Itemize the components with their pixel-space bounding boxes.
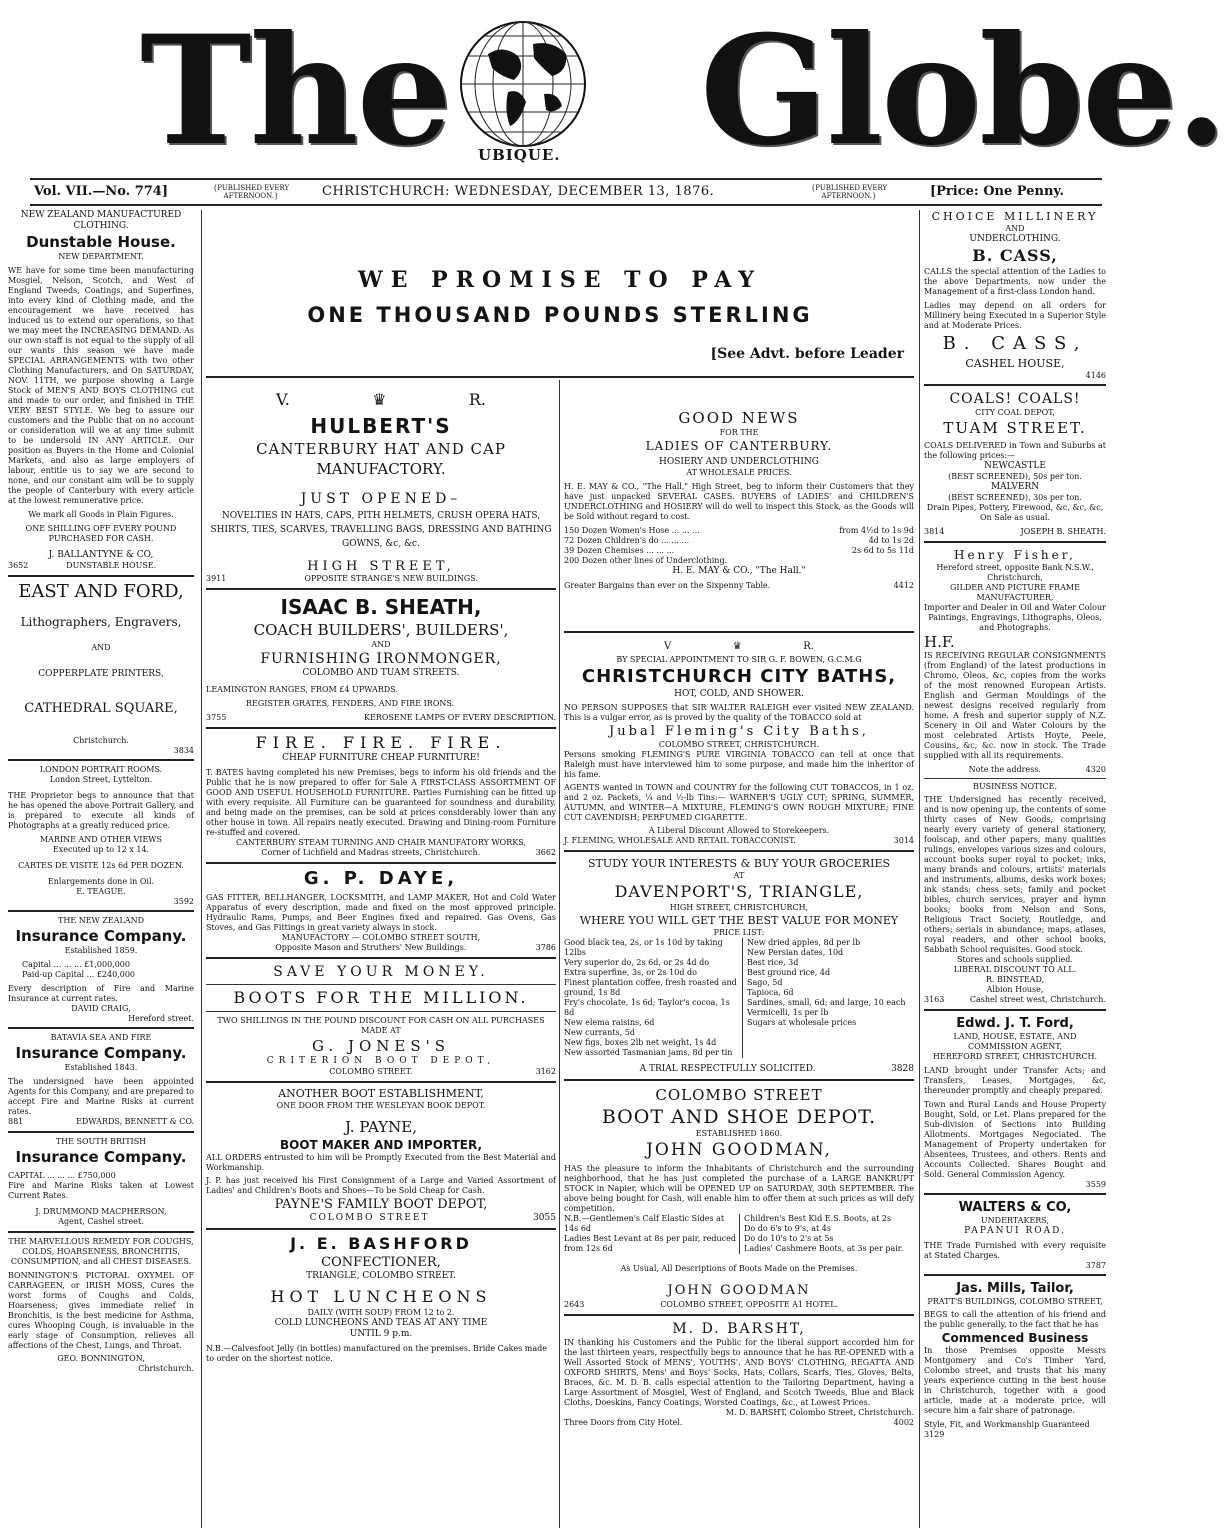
ad-firm: G. JONES'S xyxy=(311,1037,451,1055)
ad-line: COLOMBO STREET, CHRISTCHURCH. xyxy=(658,740,820,749)
ad-body: Drain Pipes, Pottery, Firewood, &c, &c, &c, On Sale as usual. xyxy=(926,503,1104,522)
ad-number: 3755 xyxy=(206,713,227,722)
royal-crest-icon: ♛ xyxy=(732,641,742,652)
price-list-left xyxy=(564,938,743,1058)
ad-line: PAYNE'S FAMILY BOOT DEPOT, xyxy=(274,1197,488,1212)
ad-city-baths xyxy=(564,637,914,846)
ad-body: GAS FITTER, BELLHANGER, LOCKSMITH, and LAMP MAKER, Hot and Cold Water Apparatus of every description, made and fixed on the most approved principle. Hydraulic Rams, Pumps, and Beer Engines fixed and repaired. Gas Ovens, Gas Stoves, and Gas Fittings in great variety always in stock. xyxy=(206,893,556,932)
price-item: Children's Best Kid E.S. Boots, at 2s xyxy=(744,1214,892,1223)
ad-title: Insurance Company. xyxy=(15,1148,187,1166)
ad-body: Persons smoking FLEMING'S PURE VIRGINIA TOBACCO can tell at once that Raleigh must have interviewed him to some purpose, and made him the inheritor of his fame. xyxy=(564,750,914,779)
ad-subheading: HOT, COLD, AND SHOWER. xyxy=(674,689,804,699)
ad-firm: J. BALLANTYNE & CO, xyxy=(48,550,154,560)
ad-line: MANUFACTORY — COLOMBO STREET SOUTH, xyxy=(281,933,481,942)
ad-line: Paid-up Capital ... £240,000 xyxy=(22,970,135,979)
ad-line: HIGH STREET, CHRISTCHURCH, xyxy=(669,903,809,912)
ad-body: In those Premises opposite Messrs Montgomery and Co's Timber Yard, Colombo street, and trusts that his many years experience cutting in the best house in Christchurch, together with a good article, made at a moderate price, will secure him a fair share of patronage. xyxy=(924,1346,1106,1415)
ad-title: COALS! COALS! xyxy=(949,391,1081,407)
ad-line: AND xyxy=(91,643,111,652)
ad-title: LONDON PORTRAIT ROOMS. xyxy=(39,765,163,774)
ad-line: PRICE LIST: xyxy=(713,928,765,937)
ad-line: LADIES OF CANTERBURY. xyxy=(645,439,833,453)
ad-number: 3652 xyxy=(8,561,29,570)
ad-number: 2643 xyxy=(564,1300,585,1309)
ad-henry-fisher xyxy=(924,547,1106,775)
ad-number: 3055 xyxy=(533,1213,556,1223)
ad-firm: M. D. BARSHT, Colombo Street, Christchurch. xyxy=(725,1408,914,1417)
ad-line: CARTES DE VISITE 12s 6d PER DOZEN. xyxy=(18,861,184,870)
ad-subheading: ONE DOOR FROM THE WESLEYAN BOOK DEPOT. xyxy=(276,1101,486,1110)
ad-subheading: London Street, Lyttelton. xyxy=(49,775,153,784)
ad-line: R. xyxy=(468,390,486,409)
price-item: Sago, 5d xyxy=(747,978,783,987)
ad-line: A TRIAL RESPECTFULLY SOLICITED. xyxy=(639,1064,816,1074)
masthead-the: The xyxy=(140,3,451,179)
ad-body: J. P. has just received his First Consignment of a Large and Varied Assortment of Ladies' and Children's Boots and Shoes—To be Sold Cheap for Cash. xyxy=(206,1176,556,1195)
price-item: N.B.—Gentlemen's Calf Elastic Sides at 14s 6d xyxy=(564,1214,725,1233)
ad-firm: JOHN GOODMAN xyxy=(667,1283,811,1298)
ad-line: CITY COAL DEPOT, xyxy=(975,408,1055,417)
price-item: Tapioca, 6d xyxy=(747,988,794,997)
ad-line: (BEST SCREENED), 30s per ton. xyxy=(948,493,1082,502)
price-item: Ladies Best Levant at 8s per pair, reduced from 12s 6d xyxy=(564,1234,737,1253)
ad-line: AND xyxy=(1005,224,1025,233)
ad-isaac-sheath xyxy=(206,594,556,723)
ad-body: THE Undersigned has recently received, and is now opening up, the contents of some thirty cases of New Goods, comprising nearly every variety of general stationery, foolscap, and other papers, many qualities rulings, envelopes various sizes and colours, account books super royal to pocket; inks, many brands and colours, artists' materials and instruments, albums, desks work boxes; ink stands; chess sets; family and pocket bibles, church services, prayer and hymn books; books from Nelson and Sons, Religious Tract Society, Routledge, and others; serials in abundance; maps, atlases, royal readers, and other school books, Sabbath School requisites. Good stock. xyxy=(924,795,1106,954)
ad-line: V. xyxy=(276,390,290,409)
ad-line: GILDER AND PICTURE FRAME MANUFACTURER, xyxy=(950,583,1080,602)
ad-subheading: TUAM STREET. xyxy=(943,419,1087,437)
ad-line: COACH BUILDERS', BUILDERS', xyxy=(253,621,509,639)
ad-line: MALVERN xyxy=(990,482,1040,492)
ad-body: CALLS the special attention of the Ladies to the above Departments, now under the Management of a first-class London hand. xyxy=(924,267,1106,296)
ad-body: The undersigned have been appointed Agents for this Company, and are prepared to accept Fire and Marine Risks at current rates. xyxy=(8,1077,194,1116)
column-rule-1 xyxy=(201,210,202,1528)
price-value: 4d to 1s 2d xyxy=(868,536,914,545)
ad-line: AT WHOLESALE PRICES. xyxy=(686,468,792,477)
ad-address: DUNSTABLE HOUSE. xyxy=(66,561,157,570)
ad-line: JUST OPENED– xyxy=(300,491,462,507)
ad-title: J. E. BASHFORD xyxy=(290,1234,472,1253)
ad-coal-depot xyxy=(924,390,1106,537)
ad-title: FIRE. FIRE. FIRE. xyxy=(255,733,507,752)
ad-line: FOR THE xyxy=(719,428,759,437)
publication-note-2: {PUBLISHED EVERY AFTERNOON.} xyxy=(810,184,888,200)
ad-line: Capital ... ... ... £1,000,000 xyxy=(22,960,130,969)
ad-address: Hereford street, opposite Bank N.S.W., Christchurch, xyxy=(936,563,1094,582)
masthead-motto: UBIQUE. xyxy=(478,146,561,164)
ad-heading: BATAVIA SEA AND FIRE xyxy=(50,1033,152,1042)
price-item: 39 Dozen Chemises ... ... ... xyxy=(564,546,675,555)
ad-body: COALS DELIVERED in Town and Suburbs at the following prices:— xyxy=(924,441,1106,460)
price-value: from 4½d to 1s 9d xyxy=(839,526,914,535)
ad-address: Hereford street. xyxy=(128,1014,194,1023)
ad-title: Henry Fisher, xyxy=(953,548,1076,562)
ad-line: MANUFACTORY. xyxy=(316,460,446,478)
ad-number: 3162 xyxy=(535,1067,556,1076)
promise-banner xyxy=(206,216,914,378)
ad-body: TWO SHILLINGS IN THE POUND DISCOUNT FOR CASH ON ALL PURCHASES MADE AT xyxy=(217,1016,545,1035)
ad-firm: CANTERBURY STEAM TURNING AND CHAIR MANUFATORY WORKS, xyxy=(236,838,526,847)
price-item: Fry's chocolate, 1s 6d; Taylor's cocoa, 1s 8d xyxy=(564,998,730,1017)
ad-line: ESTABLISHED 1860. xyxy=(695,1129,783,1138)
masthead-globe: Globe. xyxy=(700,3,1226,179)
ad-body: BONNINGTON'S PICTORAL OXYMEL OF CARRAGEEN, or IRISH MOSS, Cures the worst forms of Coughs and Colds, Hoarseness; gives immediate relief in Bronchitis, is the best medicine for Asthma, cures Whooping Cough, is invaluable in the early stage of Consumption, relieves all affections of the Chest, Lungs, and Throat. xyxy=(8,1271,194,1350)
ad-line: COLD LUNCHEONS AND TEAS AT ANY TIME xyxy=(274,1318,488,1328)
ad-body: NO PERSON SUPPOSES that SIR WALTER RALEIGH ever visited NEW ZEALAND. This is a vulgar error, as is proved by the quality of the TOBACCO sold at xyxy=(564,703,914,722)
ad-body: NOVELTIES IN HATS, CAPS, PITH HELMETS, CRUSH OPERA HATS, SHIRTS, TIES, SCARVES, TRAVELLING BAGS, DRESSING AND BATHING GOWNS, &c, &c. xyxy=(210,511,552,549)
ad-body: THE Proprietor begs to announce that that he has opened the above Portrait Gallery, and is prepared to execute all kinds of Photographs at a greatly reduced price. xyxy=(8,791,194,830)
ad-title: SAVE YOUR MONEY. xyxy=(273,964,489,980)
ad-line: COLOMBO AND TUAM STREETS. xyxy=(302,668,460,678)
price-item: Ladies' Cashmere Boots, at 3s per pair. xyxy=(744,1244,904,1253)
price-item: New currants, 5d xyxy=(564,1028,635,1037)
ad-line: WHERE YOU WILL GET THE BEST VALUE FOR MONEY xyxy=(579,914,899,927)
ad-line: LIBERAL DISCOUNT TO ALL. xyxy=(953,965,1077,974)
ad-line: UNDERTAKERS, xyxy=(980,1216,1050,1225)
ad-line: UNDERCLOTHING. xyxy=(969,234,1061,244)
left-column xyxy=(8,210,194,1528)
royal-crest-icon: ♛ xyxy=(372,390,387,409)
ad-line: AND xyxy=(371,640,391,649)
ad-title: CHOICE MILLINERY xyxy=(931,210,1099,223)
ad-body: HAS the pleasure to inform the Inhabitants of Christchurch and the surrounding neighborhood, that he has just completed the purchase of a LARGE BANKRUPT STOCK in Napier, which will be OPENED UP on SATURDAY, 30th SEPTEMBER. The above being bought for Cash, will enable him to offer them at such prices as will defy competition. xyxy=(564,1164,914,1213)
ad-line: UNTIL 9 p.m. xyxy=(349,1329,413,1339)
ad-line: Note the address. xyxy=(968,765,1041,774)
price-list-right xyxy=(743,938,905,1058)
ad-line: HOSIERY AND UNDERCLOTHING xyxy=(658,457,819,467)
ad-firm: B. CASS, xyxy=(972,246,1058,265)
ad-title: STUDY YOUR INTERESTS & BUY YOUR GROCERIES xyxy=(587,857,891,870)
ad-line: Albion House, xyxy=(986,985,1044,994)
ad-davenport-groceries xyxy=(564,856,914,1075)
ad-body: T. BATES having completed his new Premises, begs to inform his old friends and the Public that he is now prepared to offer for Sale A FIRST-CLASS ASSORTMENT OF GOOD AND USEFUL HOUSEHOLD FURNITURE. Parties Furnishing can be fitted up with every requisite. All Furniture can be guaranteed for soundness and durability, and being made on the premises, can be sold at prices considerably lower than any other house in town. All repairs neatly executed. Drawing and Dining-room Furniture re-stuffed and covered. xyxy=(206,768,556,837)
ad-body: IS RECEIVING REGULAR CONSIGNMENTS (from England) of the latest productions in Chromo, Oleos, &c, copies from the works of the most renowned European Artists. English and German Mouldings of the newest designs received regularly from home. A fresh and superior supply of N.Z. Scenery in Oil and Water Colours by the most celebrated Artists Hoyte, Peele, Cousins, &c, &c. now in stock. The Trade supplied with all its requirements. xyxy=(924,651,1106,760)
masthead xyxy=(0,3,1226,179)
ad-address: COLOMBO STREET. xyxy=(329,1067,413,1076)
ad-firm: J. FLEMING, WHOLESALE AND RETAIL TOBACCONIST. xyxy=(564,836,796,845)
ad-number: 3834 xyxy=(173,746,194,755)
ad-number: 4146 xyxy=(1085,371,1106,380)
ad-may-hosiery xyxy=(564,408,914,591)
ad-title: ISAAC B. SHEATH, xyxy=(280,595,482,619)
ad-address: Cashel street west, Christchurch. xyxy=(969,995,1106,1004)
ad-body: IN thanking his Customers and the Public for the liberal support accorded him for the last thirteen years, respectfully begs to announce that he has RE-OPENED with a Well Assorted Stock of MENS', YOUTHS', AND BOYS' CLOTHING, REGATTA AND OXFORD SHIRTS, Mens' and Boys' Socks, Hats, Collars, Scarfs, Ties, Gloves, Belts, Braces, &c. M. D. B. calls especial attention to the Tailoring Department, having a Large Assortment of Mosgiel, West of England, and Scotch Tweeds, Blue and Black Cloths, Doeskins, Fancy Coatings, Worsted Coatings, &c., at Lowest Prices. xyxy=(564,1338,914,1407)
ad-title: EAST AND FORD, xyxy=(18,581,184,602)
ad-line: Lithographers, Engravers, xyxy=(20,615,182,629)
ad-new-zealand-insurance xyxy=(8,916,194,1023)
ad-firm: DAVENPORT'S, TRIANGLE, xyxy=(614,882,864,901)
ad-number: 3828 xyxy=(891,1064,914,1074)
ad-line: CRITERION BOOT DEPOT, xyxy=(266,1056,496,1066)
ad-south-british-insurance xyxy=(8,1137,194,1227)
ad-number: 3592 xyxy=(173,897,194,906)
ad-address: Agent, Cashel street. xyxy=(58,1217,144,1226)
ad-body: WE have for some time been manufacturing Mosgiel, Nelson, Scotch, and West of England Tweeds, Coatings, and Superfines, into every kind of Clothing made, and the encouragement we have received has induced us to extend our operations, so that we may meet the INCREASING DEMAND. As our own staff is not equal to the supply of all our wants this season we have made SPECIAL ARRANGEMENTS with two other Clothing Manufacturers, and On SATURDAY, NOV. 11TH, we purpose showing a Large Stock of MEN'S AND BOYS CLOTHING cut and made to our order, and finished in THE VERY BEST STYLE. We beg to assure our customers and the Public that on no account or consideration will we at any time submit to be undersold IN ANY ARTICLE. Our position as Buyers in the Home and Colonial Markets, and also as large employers of labour, entitle us to say we are second to none, and our constant aim will be to supply the people of Canterbury with every article at the lowest remunerative price. xyxy=(8,266,194,505)
ad-line: LEAMINGTON RANGES, FROM £4 UPWARDS. xyxy=(206,685,398,694)
ad-payne-boots xyxy=(206,1087,556,1224)
ad-binstead xyxy=(924,782,1106,1005)
ad-firm: JOSEPH B. SHEATH. xyxy=(1020,527,1106,536)
ad-body: Town and Rural Lands and House Property Bought, Sold, or Let. Plans prepared for the Sub-division of Sections into Building Allotments. Mortgages Negociated. The Management of Property undertaken for Absentees, Trustees, and others. Rents and Accounts Collected. Shares Bought and Sold. General Commission Agency. xyxy=(924,1100,1106,1179)
ad-mills-tailor xyxy=(924,1280,1106,1440)
ad-number: 3014 xyxy=(893,836,914,845)
ad-line: We mark all Goods in Plain Figures. xyxy=(28,510,174,519)
ad-address: COLOMBO STREET, OPPOSITE A1 HOTEL. xyxy=(660,1300,839,1309)
ad-body: Every description of Fire and Marine Insurance at current rates. xyxy=(8,984,194,1003)
ad-firm: JOHN GOODMAN, xyxy=(646,1140,832,1160)
ad-heading: THE MARVELLOUS REMEDY FOR COUGHS, COLDS, HOARSENESS, BRONCHITIS, CONSUMPTION, and all CHEST DISEASES. xyxy=(8,1237,194,1266)
price-item: Good black tea, 2s, or 1s 10d by taking 12lbs xyxy=(564,938,723,957)
ad-line: Christchurch. xyxy=(73,736,129,745)
ad-line: COPPERPLATE PRINTERS, xyxy=(38,669,164,679)
ad-body: LAND brought under Transfer Acts; and Transfers, Leases, Mortgages, &c, thereunder promptly and cheaply prepared. xyxy=(924,1066,1106,1095)
ad-number: 3787 xyxy=(1085,1261,1106,1270)
ad-heading: BY SPECIAL APPOINTMENT TO SIR G. F. BOWEN, G.C.M.G xyxy=(616,655,862,664)
ad-heading: NEW ZEALAND MANUFACTURED CLOTHING. xyxy=(20,210,182,231)
ad-line: Style, Fit, and Workmanship Guaranteed xyxy=(924,1420,1090,1429)
ad-line: A Liberal Discount Allowed to Storekeepers. xyxy=(648,826,830,835)
ad-line: CATHEDRAL SQUARE, xyxy=(24,701,178,716)
ad-line: Jubal Fleming's City Baths, xyxy=(609,724,869,739)
ad-subheading: BOOTS FOR THE MILLION. xyxy=(233,988,529,1007)
ad-firm: DAVID CRAIG, xyxy=(71,1004,131,1013)
ad-line: CAPITAL ... ... ... £750,000 xyxy=(8,1171,116,1180)
ad-london-portrait-rooms xyxy=(8,765,194,906)
ad-line: CANTERBURY HAT AND CAP xyxy=(256,440,506,458)
publication-note: {PUBLISHED EVERY AFTERNOON.} xyxy=(212,184,290,200)
ad-body: ALL ORDERS entrusted to him will be Promptly Executed from the Best Material and Workmanship. xyxy=(206,1153,556,1172)
column-rule-2 xyxy=(919,210,920,1528)
price-item: Best rice, 3d xyxy=(747,958,799,967)
ad-firm: R. BINSTEAD, xyxy=(985,975,1045,984)
ad-number: 4002 xyxy=(893,1418,914,1427)
price-item: New assorted Tasmanian jams, 8d per tin xyxy=(564,1048,733,1057)
ad-line: REGISTER GRATES, FENDERS, AND FIRE IRONS. xyxy=(246,699,455,708)
ad-body: AGENTS wanted in TOWN and COUNTRY for the following CUT TOBACCOS, in 1 oz. and 2 oz. Packets, ¼ and ½-lb Tins:— WARNER'S UGLY CUT; SPRING, SUMMER, AUTUMN, and WINTER—A MIXTURE, FLEMING'S OWN ROUGH MIXTURE; FINE CUT CAVENDISH; PERFUMED CIGARETTE. xyxy=(564,783,914,822)
ad-daye xyxy=(206,868,556,953)
ad-bashford xyxy=(206,1234,556,1364)
ad-line: MARINE AND OTHER VIEWS xyxy=(39,835,163,844)
middle-column-1 xyxy=(206,384,556,1528)
ad-line: Executed up to 12 x 14. xyxy=(52,845,150,854)
ad-number: 3163 xyxy=(924,995,945,1004)
ad-line: BOOT MAKER AND IMPORTER, xyxy=(279,1138,483,1152)
ad-dunstable-house xyxy=(8,210,194,571)
ad-line: DAILY (WITH SOUP) FROM 12 to 2. xyxy=(307,1308,455,1317)
ad-address: OPPOSITE STRANGE'S NEW BUILDINGS. xyxy=(304,574,479,583)
ad-number: 3814 xyxy=(924,527,945,536)
price-item: New figs, boxes 2lb net weight, 1s 4d xyxy=(564,1038,717,1047)
ad-title: WALTERS & CO, xyxy=(958,1200,1072,1215)
ad-line: NEWCASTLE xyxy=(984,461,1046,471)
price-item: Vermicelli, 1s per lb xyxy=(747,1008,829,1017)
ad-title: Edwd. J. T. Ford, xyxy=(956,1016,1074,1031)
price-item: New dried apples, 8d per lb xyxy=(747,938,861,947)
ad-jones-boots xyxy=(206,963,556,1077)
ad-address: Corner of Lichfield and Madras streets, Christchurch. xyxy=(261,848,481,857)
ad-ford-agent xyxy=(924,1015,1106,1189)
dateline xyxy=(30,178,1102,206)
ad-line: R. xyxy=(803,641,814,652)
ad-address: Christchurch. xyxy=(138,1364,194,1373)
ad-subheading: CHEAP FURNITURE CHEAP FURNITURE! xyxy=(282,753,480,763)
middle-column-2 xyxy=(564,384,914,1528)
ad-line: As Usual, All Descriptions of Boots Made on the Premises. xyxy=(620,1264,858,1273)
banner-line-3: [See Advt. before Leader xyxy=(710,346,904,362)
ad-heading: THE SOUTH BRITISH xyxy=(55,1137,147,1146)
ad-line: Enlargements done in Oil. xyxy=(47,877,155,886)
ad-title: COLOMBO STREET xyxy=(655,1086,823,1104)
ad-number: 3129 xyxy=(924,1430,945,1439)
ad-firm: GEO. BONNINGTON, xyxy=(57,1354,145,1363)
ad-firm: E. TEAGUE. xyxy=(76,887,126,896)
ad-line: TRIANGLE, COLOMBO STREET. xyxy=(306,1271,456,1281)
ad-line: KEROSENE LAMPS OF EVERY DESCRIPTION. xyxy=(363,713,556,722)
ad-heading: THE NEW ZEALAND xyxy=(58,916,144,925)
ad-body: H. E. MAY & CO., "The Hall," High Street, beg to inform their Customers that they have just unpacked SEVERAL CASES. BUYERS of LADIES' and CHILDREN'S UNDERCLOTHING and HOSIERY will do well to inspect this Stock, as the Goods will be Sold without regard to cost. xyxy=(564,482,914,521)
ad-subheading: BOOT AND SHOE DEPOT. xyxy=(601,1106,877,1128)
price-item: Finest plantation coffee, fresh roasted and ground, 1s 8d xyxy=(564,978,737,997)
price: [Price: One Penny. xyxy=(930,184,1064,199)
price-item: Best ground rice, 4d xyxy=(747,968,831,977)
price-item: 200 Dozen other lines of Underclothing. xyxy=(564,556,728,565)
ad-fire-furniture xyxy=(206,733,556,858)
ad-address: COLOMBO STREET xyxy=(309,1213,430,1223)
ad-subheading: HOT LUNCHEONS xyxy=(270,1287,492,1306)
ad-title: Insurance Company. xyxy=(15,927,187,945)
ad-line: Established 1859. xyxy=(64,946,138,955)
price-item: Extra superfine, 3s, or 2s 10d do xyxy=(564,968,697,977)
ad-barsht xyxy=(564,1320,914,1428)
ad-batavia-insurance xyxy=(8,1033,194,1127)
ad-cass-millinery xyxy=(924,210,1106,380)
ad-number: 881 xyxy=(8,1117,24,1126)
ad-hulbert xyxy=(206,384,556,584)
ad-firm: J. DRUMMOND MACPHERSON, xyxy=(35,1207,167,1216)
ad-body: Fire and Marine Risks taken at Lowest Current Rates. xyxy=(8,1181,194,1200)
ad-line: Stores and schools supplied. xyxy=(957,955,1073,964)
ad-line: ONE SHILLING OFF EVERY POUND PURCHASED FOR CASH. xyxy=(25,524,177,543)
ad-line: LAND, HOUSE, ESTATE, AND xyxy=(953,1032,1077,1041)
ad-address: CASHEL HOUSE, xyxy=(965,357,1065,370)
ad-bonnington-remedy xyxy=(8,1237,194,1373)
price-item: New Persian dates, 10d xyxy=(747,948,844,957)
ad-number: 4412 xyxy=(893,581,914,590)
ad-body: THE Trade Furnished with every requisite at Stated Charges. xyxy=(924,1241,1106,1260)
ad-address: HEREFORD STREET, CHRISTCHURCH. xyxy=(932,1052,1098,1061)
ad-number: 3559 xyxy=(1085,1180,1106,1189)
ad-line: HIGH STREET, xyxy=(307,559,455,574)
column-rule-3 xyxy=(559,380,560,1528)
ad-title: ANOTHER BOOT ESTABLISHMENT, xyxy=(278,1087,484,1100)
price-item: Do do 10's to 2's at 5s xyxy=(744,1234,834,1243)
banner-line-1: WE PROMISE TO PAY xyxy=(358,267,762,293)
ad-walters xyxy=(924,1199,1106,1270)
ad-firm: B. CASS, xyxy=(942,333,1088,354)
ad-number: 3786 xyxy=(535,943,556,952)
price-item: Sugars at wholesale prices xyxy=(747,1018,857,1027)
ad-title: Insurance Company. xyxy=(15,1044,187,1062)
ad-title: CHRISTCHURCH CITY BATHS, xyxy=(581,666,897,687)
globe-icon xyxy=(448,14,598,164)
ad-title: GOOD NEWS xyxy=(678,409,800,427)
ad-title: M. D. BARSHT, xyxy=(672,1321,806,1337)
ad-body: BEGS to call the attention of his friend and the public generally, to the fact that he has xyxy=(924,1310,1106,1329)
ad-address: Opposite Mason and Struthers' New Buildings. xyxy=(275,943,467,952)
price-item: Do do 6's to 9's, at 4s xyxy=(744,1224,831,1233)
ad-address: Three Doors from City Hotel. xyxy=(564,1418,683,1427)
ad-title: Jas. Mills, Tailor, xyxy=(956,1281,1074,1296)
ad-line: (BEST SCREENED), 50s per ton. xyxy=(948,472,1082,481)
dateline-date: CHRISTCHURCH: WEDNESDAY, DECEMBER 13, 1876. xyxy=(322,184,715,199)
ad-initials: H.F. xyxy=(924,633,955,651)
ad-line: AT xyxy=(733,871,745,880)
volume-number: Vol. VII.—No. 774] xyxy=(34,184,168,199)
price-item: 150 Dozen Women's Hose ... ... ... xyxy=(564,526,700,535)
ad-title: G. P. DAYE, xyxy=(303,868,459,889)
ad-address: PAPANUI ROAD. xyxy=(964,1226,1066,1236)
ad-goodman-boots xyxy=(564,1085,914,1310)
ad-east-and-ford xyxy=(8,581,194,755)
ad-number: 3662 xyxy=(535,848,556,857)
ad-firm: H. E. MAY & CO., "The Hall." xyxy=(672,566,806,576)
ad-line: Importer and Dealer in Oil and Water Colour Paintings, Engravings, Lithographs, Oleos, and Photographs. xyxy=(924,603,1106,632)
ad-number: 4320 xyxy=(1085,765,1106,774)
ad-firm: J. PAYNE, xyxy=(344,1118,418,1136)
ad-line: CONFECTIONER, xyxy=(321,1255,441,1270)
price-item: New elema raisins, 6d xyxy=(564,1018,655,1027)
ad-title: Dunstable House. xyxy=(26,233,176,251)
ad-body: Ladies may depend on all orders for Millinery being Executed in a Superior Style and at Moderate Prices. xyxy=(924,301,1106,330)
ad-line: Greater Bargains than ever on the Sixpenny Table. xyxy=(564,581,771,590)
ad-line: PRATT'S BUILDINGS, COLOMBO STREET, xyxy=(927,1297,1103,1306)
ad-firm: EDWARDS, BENNETT & CO. xyxy=(76,1117,194,1126)
ad-body: N.B.—Calvesfoot Jelly (in bottles) manufactured on the premises. Bride Cakes made to order on the shortest notice. xyxy=(206,1344,548,1363)
price-item: 72 Dozen Children's do ... ... ... xyxy=(564,536,690,545)
banner-line-2: ONE THOUSAND POUNDS STERLING xyxy=(307,303,813,327)
ad-line: V xyxy=(664,641,672,652)
price-item: Sardines, small, 6d; and large, 10 each xyxy=(747,998,906,1007)
ad-subheading: NEW DEPARTMENT. xyxy=(58,252,144,261)
right-column xyxy=(924,210,1106,1528)
ad-line: COMMISSION AGENT, xyxy=(967,1042,1062,1051)
ad-subheading: Commenced Business xyxy=(941,1331,1089,1345)
ad-title: BUSINESS NOTICE. xyxy=(972,782,1058,791)
ad-title: HULBERT'S xyxy=(310,414,452,438)
ad-line: Established 1843. xyxy=(64,1063,138,1072)
ad-number: 3911 xyxy=(206,574,227,583)
price-item: Very superior do, 2s 6d, or 2s 4d do xyxy=(564,958,710,967)
ad-line: FURNISHING IRONMONGER, xyxy=(260,651,502,667)
price-value: 2s 6d to 5s 11d xyxy=(851,546,914,555)
